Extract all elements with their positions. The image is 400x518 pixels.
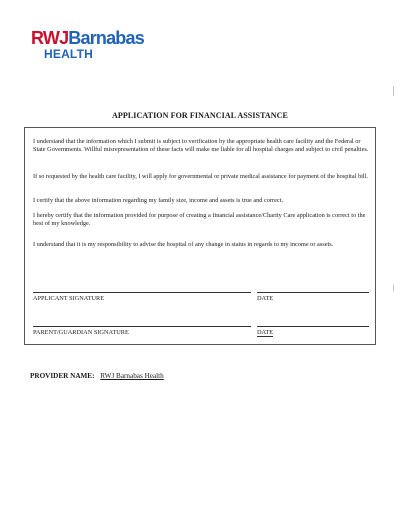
logo-rwj-text: RWJ	[31, 28, 69, 48]
rwjbarnabas-logo	[31, 29, 144, 60]
verification-paragraph: I understand that the information which I submit is subject to verification by the appropriate health care facility and the Federal or State Governments. Willful misrepresentation of these facts will make me liable for all hospital charges and subject to civil penalties.	[33, 138, 369, 154]
scan-artifact	[393, 285, 394, 291]
certify-paragraph: I certify that the above information regarding my family size, income and assets is true and correct.	[33, 197, 284, 204]
provider-name-label: PROVIDER NAME:	[30, 372, 95, 380]
provider-name-row	[30, 372, 164, 380]
logo-barnabas-text: Barnabas	[68, 28, 144, 48]
scan-artifact	[393, 86, 394, 96]
page-title: APPLICATION FOR FINANCIAL ASSISTANCE	[112, 111, 288, 120]
applicant-date-line[interactable]	[257, 292, 369, 293]
applicant-date-label: DATE	[257, 295, 274, 302]
guardian-date-line[interactable]	[257, 326, 369, 327]
guardian-signature-label: PARENT/GUARDIAN SIGNATURE	[33, 329, 129, 336]
provider-name-value: RWJ Barnabas Health	[100, 372, 164, 380]
charity-care-paragraph: I hereby certify that the information provided for purpose of creating a financial assistance/Charity Care application is correct to the best of my knowledge.	[33, 212, 366, 228]
guardian-date-label: DATE	[257, 329, 274, 336]
attestation-box	[24, 127, 376, 345]
logo-health-text: HEALTH	[44, 47, 93, 61]
apply-assistance-paragraph: If so requested by the health care facility, I will apply for governmental or private medical assistance for payment of the hospital bill.	[33, 173, 368, 180]
applicant-signature-label: APPLICANT SIGNATURE	[33, 295, 105, 302]
applicant-signature-line[interactable]	[33, 292, 251, 293]
status-change-paragraph: I understand that it is my responsibility to advise the hospital of any change in status in regards to my income or assets.	[33, 241, 334, 248]
guardian-signature-line[interactable]	[33, 326, 251, 327]
